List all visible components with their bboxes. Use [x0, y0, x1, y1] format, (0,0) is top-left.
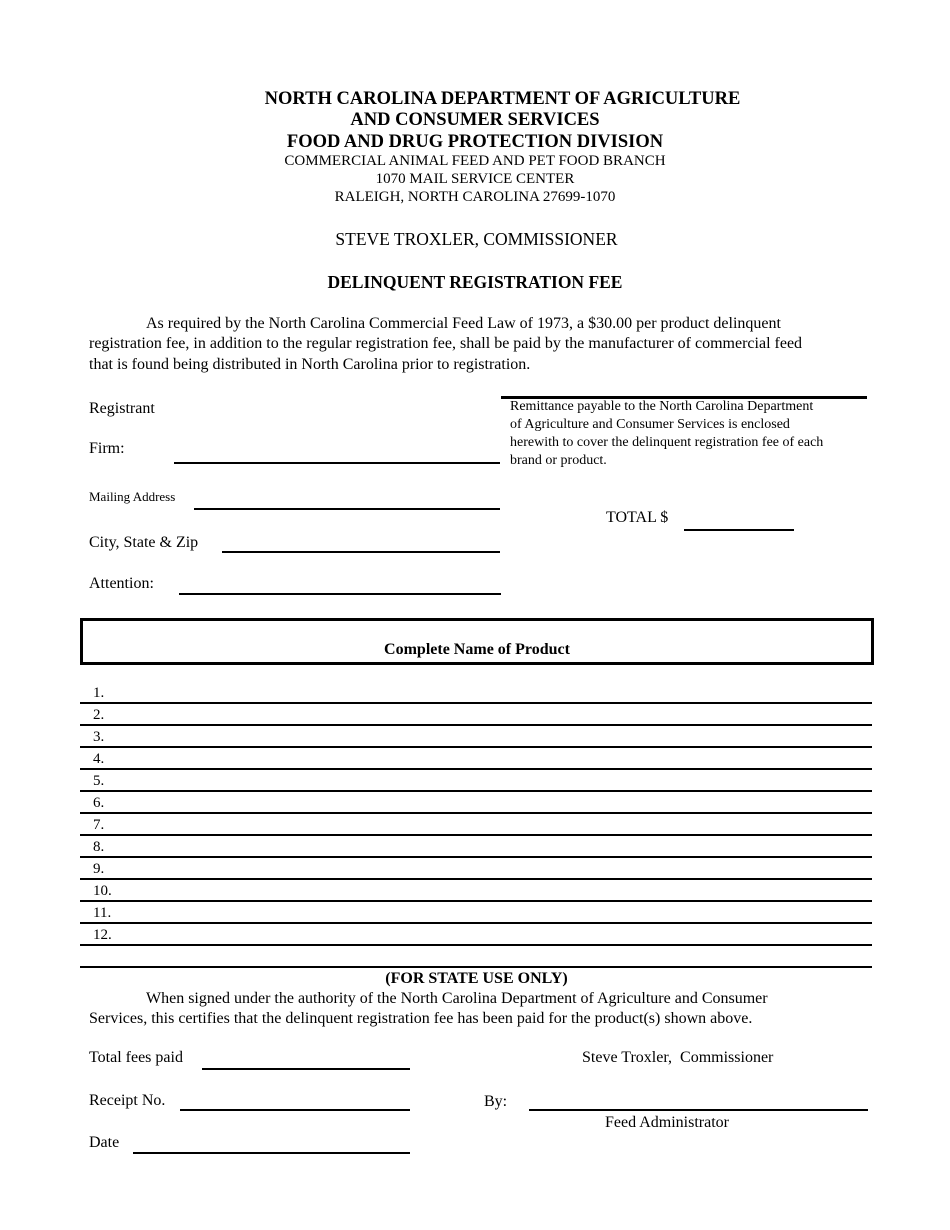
product-number-11: 11.	[93, 905, 112, 921]
signature-field[interactable]	[529, 1109, 868, 1111]
intro-line-2: registration fee, in addition to the regular registration fee, shall be paid by the manufacturer of commercial feed	[89, 335, 803, 352]
firm-field[interactable]	[174, 462, 500, 464]
commissioner-name: STEVE TROXLER, COMMISSIONER	[335, 229, 618, 249]
product-number-1: 1.	[93, 685, 105, 701]
firm-label: Firm:	[89, 440, 125, 457]
product-number-6: 6.	[93, 795, 105, 811]
agency-name-line-2: AND CONSUMER SERVICES	[350, 110, 600, 130]
product-header-label: Complete Name of Product	[384, 641, 570, 658]
product-line-6[interactable]	[80, 812, 872, 814]
division-name: FOOD AND DRUG PROTECTION DIVISION	[286, 132, 664, 152]
product-number-5: 5.	[93, 773, 105, 789]
date-field[interactable]	[133, 1152, 410, 1154]
remittance-line-2: of Agriculture and Consumer Services is enclosed	[510, 417, 790, 432]
intro-line-3: that is found being distributed in North Carolina prior to registration.	[89, 356, 531, 373]
commissioner-signature: Steve Troxler, Commissioner	[582, 1049, 774, 1066]
form-title: DELINQUENT REGISTRATION FEE	[327, 272, 623, 292]
product-header-box	[80, 618, 874, 665]
date-label: Date	[89, 1134, 120, 1151]
intro-line-1: As required by the North Carolina Commercial Feed Law of 1973, a $30.00 per product delinquent	[146, 315, 781, 332]
total-amount-field[interactable]	[684, 529, 794, 531]
state-use-line-2: Services, this certifies that the delinquent registration fee has been paid for the product(s) shown above.	[89, 1010, 753, 1027]
product-line-8[interactable]	[80, 856, 872, 858]
product-line-5[interactable]	[80, 790, 872, 792]
total-fees-label: Total fees paid	[89, 1049, 183, 1066]
product-number-8: 8.	[93, 839, 105, 855]
product-line-10[interactable]	[80, 900, 872, 902]
mailing-address-field[interactable]	[194, 508, 500, 510]
receipt-label: Receipt No.	[89, 1092, 166, 1109]
product-line-2[interactable]	[80, 724, 872, 726]
product-number-12: 12.	[93, 927, 112, 943]
state-use-heading: (FOR STATE USE ONLY)	[385, 970, 568, 987]
product-line-7[interactable]	[80, 834, 872, 836]
remittance-line-4: brand or product.	[510, 453, 607, 468]
address-city: RALEIGH, NORTH CAROLINA 27699-1070	[334, 189, 616, 205]
product-line-9[interactable]	[80, 878, 872, 880]
city-state-zip-field[interactable]	[222, 551, 500, 553]
product-number-10: 10.	[93, 883, 112, 899]
product-number-3: 3.	[93, 729, 105, 745]
state-use-line-1: When signed under the authority of the North Carolina Department of Agriculture and Consumer	[146, 990, 768, 1007]
branch-name: COMMERCIAL ANIMAL FEED AND PET FOOD BRANCH	[284, 153, 666, 169]
by-label: By:	[484, 1093, 508, 1110]
product-line-4[interactable]	[80, 768, 872, 770]
product-line-12[interactable]	[80, 944, 872, 946]
agency-name-line-1: NORTH CAROLINA DEPARTMENT OF AGRICULTURE	[264, 89, 741, 109]
product-line-1[interactable]	[80, 702, 872, 704]
mailing-address-label: Mailing Address	[89, 489, 176, 504]
total-fees-field[interactable]	[202, 1068, 410, 1070]
state-use-divider	[80, 966, 872, 968]
total-label: TOTAL $	[606, 509, 669, 526]
remittance-line-3: herewith to cover the delinquent registration fee of each	[510, 435, 824, 450]
attention-label: Attention:	[89, 575, 154, 592]
product-number-7: 7.	[93, 817, 105, 833]
mail-center: 1070 MAIL SERVICE CENTER	[375, 171, 575, 187]
receipt-field[interactable]	[180, 1109, 410, 1111]
product-line-3[interactable]	[80, 746, 872, 748]
feed-administrator-label: Feed Administrator	[605, 1114, 729, 1131]
city-state-zip-label: City, State & Zip	[89, 534, 199, 551]
product-line-11[interactable]	[80, 922, 872, 924]
product-number-4: 4.	[93, 751, 105, 767]
product-number-2: 2.	[93, 707, 105, 723]
registrant-heading: Registrant	[89, 400, 155, 417]
product-number-9: 9.	[93, 861, 105, 877]
remittance-line-1: Remittance payable to the North Carolina Department	[510, 399, 814, 414]
attention-field[interactable]	[179, 593, 501, 595]
